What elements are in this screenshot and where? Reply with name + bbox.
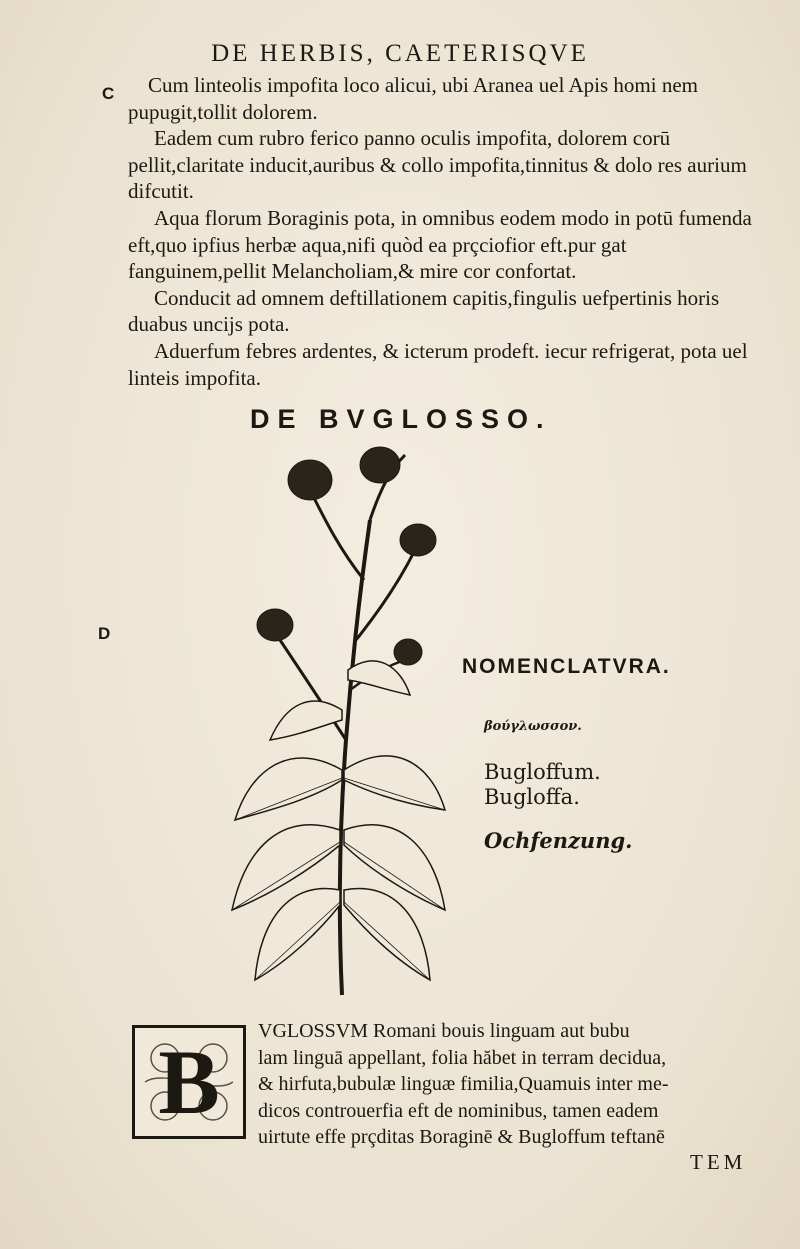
decorated-initial (132, 1025, 246, 1139)
bottom-line-5: uirtute effe prçditas Boraginē & Bugloffum teftanē (258, 1126, 665, 1148)
bottom-line-4: dicos controuerfia eft de nominibus, tamen eadem (258, 1099, 659, 1122)
bugloss-plant-illustration (230, 440, 450, 1000)
nomenclature-block (462, 655, 762, 853)
paragraph-4: Conducit ad omnem deftillationem capitis,fingulis uefpertinis horis duabus uncijs pota. (128, 285, 720, 337)
running-header: DE HERBIS, CAETERISQVE (211, 40, 589, 67)
initial-letter: B (158, 1031, 220, 1133)
paragraph-3: Aqua florum Boraginis pota, in omnibus eodem modo in potū fumenda eft,quo ipfius herbæ aqua,nifi quòd ea prçciofior eft.pur gat fanguinem,pellit Melancholiam,& mire cor confortat. (128, 205, 752, 284)
section-title: DE BVGLOSSO. (250, 404, 552, 434)
paragraph-5: Aduerfum febres ardentes, & icterum prodeft. iecur refrigerat, pota uel linteis impofita. (128, 338, 748, 390)
bottom-text (258, 1018, 773, 1151)
greek-name: βούγλωσσον. (484, 719, 582, 734)
bottom-line-2: lam linguā appellant, folia hăbet in terram decidua, (258, 1046, 667, 1069)
bottom-line-1: VGLOSSVM Romani bouis linguam aut bubu (258, 1020, 630, 1042)
catchword: TEM (690, 1150, 747, 1174)
margin-letter-c: C (102, 84, 115, 103)
latin-name-2: Bugloffa. (484, 785, 580, 809)
latin-name-1: Bugloffum. (484, 760, 601, 784)
margin-letter-d: D (98, 624, 111, 643)
bottom-line-3: & hirfuta,bubulæ linguæ fimilia,Quamuis inter me- (258, 1073, 669, 1095)
body-text (128, 72, 768, 391)
german-name: Ochfenzung. (484, 828, 633, 853)
paragraph-2: Eadem cum rubro ferico panno oculis impofita, dolorem corū pellit,claritate inducit,auribus & collo impofita,tinnitus & dolo res aurium difcutit. (128, 126, 747, 204)
nomenclature-title: NOMENCLATVRA. (462, 655, 671, 678)
paragraph-1: Cum linteolis impofita loco alicui, ubi Aranea uel Apis homi nem pupugit,tollit dolorem. (128, 73, 698, 124)
